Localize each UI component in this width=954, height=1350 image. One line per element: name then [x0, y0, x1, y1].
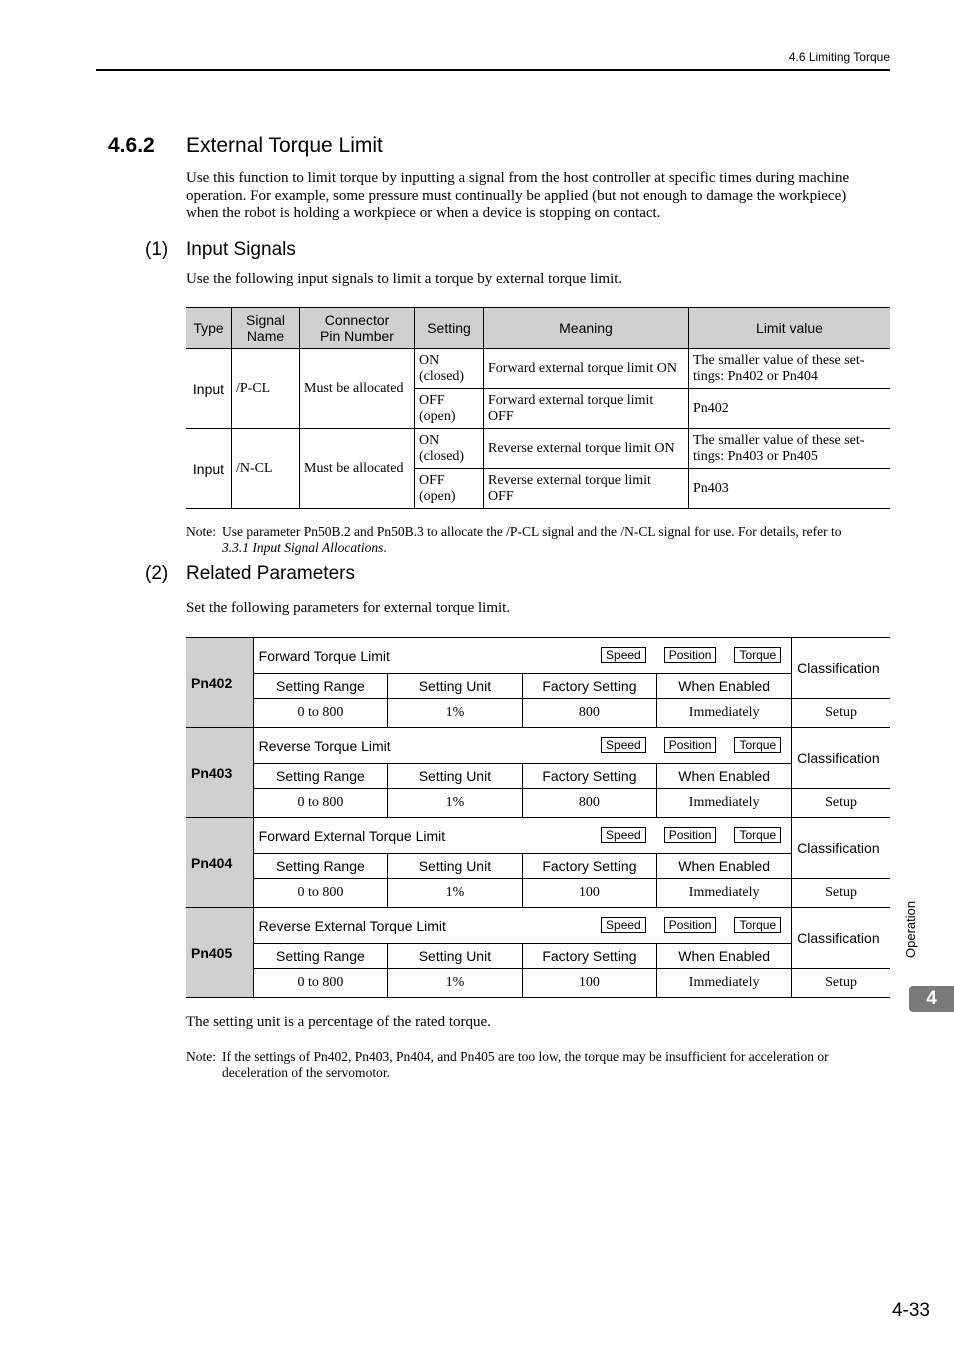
intro-line: when the robot is holding a workpiece or when a device is stopping on contact.: [186, 205, 661, 221]
col-header-setting-range: Setting Range: [253, 764, 388, 789]
when-enabled-value: Immediately: [657, 969, 792, 998]
cell-setting: ON (closed): [415, 349, 484, 389]
col-header-when-enabled: When Enabled: [657, 944, 792, 969]
classification-header: Classification: [792, 908, 890, 969]
input-signals-table: [186, 307, 890, 509]
factory-setting-value: 100: [522, 969, 657, 998]
torque-mode-badge: Torque: [734, 647, 781, 663]
col-header-setting-unit: Setting Unit: [388, 764, 523, 789]
setting-range-value: 0 to 800: [253, 969, 388, 998]
setting-unit-value: 1%: [388, 789, 523, 818]
col-header-signal-name: Signal Name: [232, 308, 300, 349]
cell-type: Input: [186, 429, 232, 509]
related-params-intro: Set the following parameters for external torque limit.: [186, 600, 511, 616]
position-mode-badge: Position: [664, 647, 717, 663]
col-header-factory-setting: Factory Setting: [522, 854, 657, 879]
col-header-connector: Connector Pin Number: [300, 308, 415, 349]
cell-meaning: Reverse external torque limit OFF: [484, 469, 689, 509]
parameter-table-pn404: [186, 817, 890, 908]
speed-mode-badge: Speed: [601, 827, 646, 843]
parameter-table-pn405: [186, 907, 890, 998]
when-enabled-value: Immediately: [657, 879, 792, 908]
speed-mode-badge: Speed: [601, 737, 646, 753]
setting-unit-value: 1%: [388, 699, 523, 728]
subsection-title: Related Parameters: [186, 563, 355, 584]
running-header: 4.6 Limiting Torque: [788, 50, 890, 64]
col-header-setting: Setting: [415, 308, 484, 349]
classification-value: Setup: [792, 969, 890, 998]
classification-header: Classification: [792, 728, 890, 789]
setting-range-value: 0 to 800: [253, 879, 388, 908]
cell-limit: Pn402: [689, 389, 891, 429]
note-text-continued: deceleration of the servomotor.: [222, 1065, 390, 1080]
col-header-factory-setting: Factory Setting: [522, 944, 657, 969]
cell-limit: Pn403: [689, 469, 891, 509]
speed-mode-badge: Speed: [601, 647, 646, 663]
cell-meaning: Forward external torque limit ON: [484, 349, 689, 389]
subsection-title: Input Signals: [186, 239, 296, 260]
torque-mode-badge: Torque: [734, 917, 781, 933]
parameter-name: Reverse External Torque Limit: [258, 917, 446, 934]
cell-connector: Must be allocated: [300, 429, 415, 509]
col-header-setting-unit: Setting Unit: [388, 674, 523, 699]
parameter-id: Pn402: [186, 638, 253, 728]
classification-header: Classification: [792, 638, 890, 699]
cell-signal: /N-CL: [232, 429, 300, 509]
torque-mode-badge: Torque: [734, 827, 781, 843]
section-intro: [186, 170, 891, 223]
col-header-limit-value: Limit value: [689, 308, 891, 349]
torque-mode-badge: Torque: [734, 737, 781, 753]
classification-header: Classification: [792, 818, 890, 879]
page-number: 4-33: [891, 1300, 930, 1321]
cell-setting: OFF (open): [415, 389, 484, 429]
note-text-end: .: [383, 540, 387, 555]
table-row: [186, 429, 890, 469]
parameter-name: Forward External Torque Limit: [258, 827, 446, 844]
position-mode-badge: Position: [664, 737, 717, 753]
col-header-meaning: Meaning: [484, 308, 689, 349]
section-title: External Torque Limit: [186, 134, 383, 157]
setting-range-value: 0 to 800: [253, 699, 388, 728]
note-reference-link[interactable]: 3.3.1 Input Signal Allocations: [222, 540, 384, 555]
related-params-note: [186, 1049, 892, 1081]
col-header-factory-setting: Factory Setting: [522, 764, 657, 789]
parameter-name-cell: [253, 728, 791, 764]
cell-signal: /P-CL: [232, 349, 300, 429]
cell-setting: ON (closed): [415, 429, 484, 469]
when-enabled-value: Immediately: [657, 699, 792, 728]
col-header-setting-unit: Setting Unit: [388, 854, 523, 879]
setting-range-value: 0 to 800: [253, 789, 388, 818]
cell-type: Input: [186, 349, 232, 429]
col-header-factory-setting: Factory Setting: [522, 674, 657, 699]
col-header-when-enabled: When Enabled: [657, 674, 792, 699]
col-header-when-enabled: When Enabled: [657, 764, 792, 789]
parameter-name: Reverse Torque Limit: [258, 737, 391, 754]
chapter-side-label: Operation: [903, 900, 918, 958]
col-header-setting-range: Setting Range: [253, 854, 388, 879]
position-mode-badge: Position: [664, 917, 717, 933]
cell-connector: Must be allocated: [300, 349, 415, 429]
speed-mode-badge: Speed: [601, 917, 646, 933]
parameter-name-cell: [253, 818, 791, 854]
col-header-type: Type: [186, 308, 232, 349]
cell-meaning: Forward external torque limit OFF: [484, 389, 689, 429]
factory-setting-value: 800: [522, 789, 657, 818]
note-label: Note:: [186, 1049, 216, 1064]
header-rule: [96, 69, 890, 71]
cell-limit: The smaller value of these set- tings: Pn403 or Pn405: [689, 429, 891, 469]
cell-meaning: Reverse external torque limit ON: [484, 429, 689, 469]
classification-value: Setup: [792, 789, 890, 818]
parameter-table-pn402: [186, 637, 890, 728]
table-row: [186, 349, 890, 389]
setting-unit-value: 1%: [388, 969, 523, 998]
chapter-tab: 4: [909, 986, 954, 1012]
factory-setting-value: 100: [522, 879, 657, 908]
when-enabled-value: Immediately: [657, 789, 792, 818]
parameter-id: Pn404: [186, 818, 253, 908]
setting-unit-explanation: The setting unit is a percentage of the rated torque.: [186, 1014, 491, 1030]
parameter-name-cell: [253, 908, 791, 944]
table-header-row: [186, 308, 890, 349]
intro-line: operation. For example, some pressure must continually be applied (but not enough to damage the workpiece): [186, 187, 847, 204]
col-header-setting-range: Setting Range: [253, 674, 388, 699]
col-header-when-enabled: When Enabled: [657, 854, 792, 879]
input-signals-note: [186, 524, 892, 556]
cell-limit: The smaller value of these set- tings: Pn402 or Pn404: [689, 349, 891, 389]
intro-line: Use this function to limit torque by inputting a signal from the host controller at specific times during machine: [186, 170, 850, 186]
factory-setting-value: 800: [522, 699, 657, 728]
note-text: Use parameter Pn50B.2 and Pn50B.3 to allocate the /P-CL signal and the /N-CL signal for use. For details, refer to: [222, 524, 842, 539]
classification-value: Setup: [792, 879, 890, 908]
parameter-table-pn403: [186, 727, 890, 818]
subsection-number: (1): [145, 239, 169, 260]
parameter-name: Forward Torque Limit: [258, 647, 390, 664]
parameter-id: Pn405: [186, 908, 253, 998]
col-header-setting-range: Setting Range: [253, 944, 388, 969]
input-signals-intro: Use the following input signals to limit a torque by external torque limit.: [186, 271, 623, 287]
position-mode-badge: Position: [664, 827, 717, 843]
subsection-number: (2): [145, 563, 169, 584]
section-number: 4.6.2: [108, 134, 155, 157]
cell-setting: OFF (open): [415, 469, 484, 509]
note-text: If the settings of Pn402, Pn403, Pn404, and Pn405 are too low, the torque may be insufficient for acceleration or: [222, 1049, 829, 1064]
classification-value: Setup: [792, 699, 890, 728]
parameter-id: Pn403: [186, 728, 253, 818]
note-label: Note:: [186, 524, 216, 539]
parameter-name-cell: [253, 638, 791, 674]
col-header-setting-unit: Setting Unit: [388, 944, 523, 969]
setting-unit-value: 1%: [388, 879, 523, 908]
